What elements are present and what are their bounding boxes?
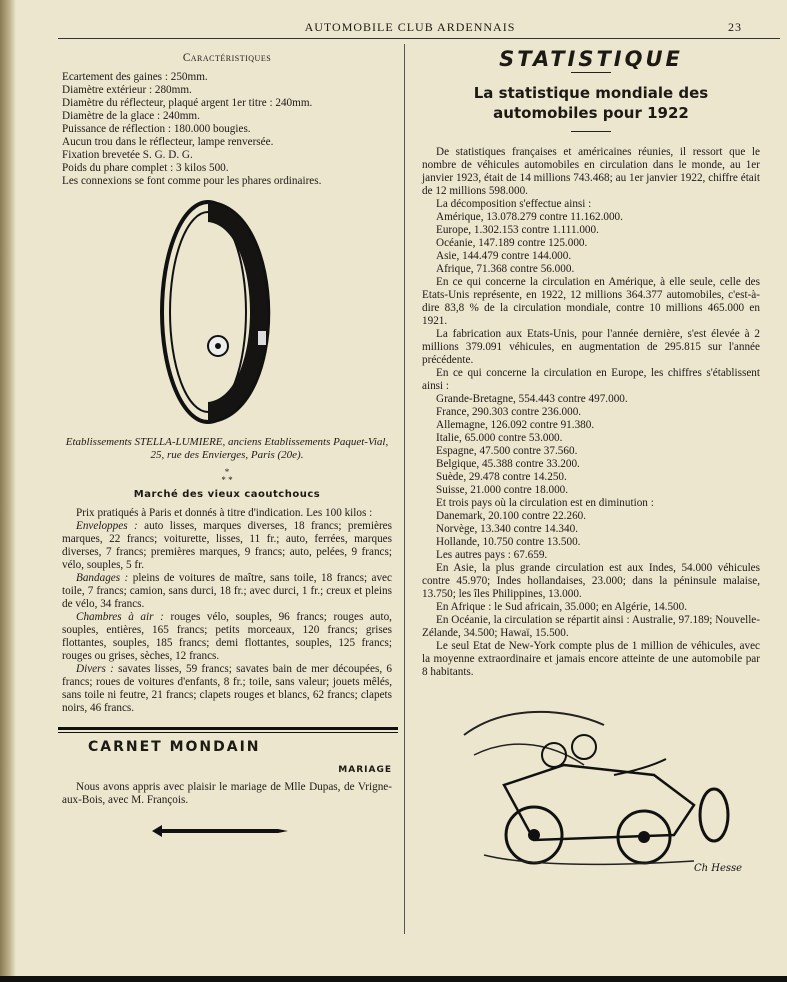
list-item: Grande-Bretagne, 554.443 contre 497.000. <box>436 393 628 405</box>
caracteristiques-list <box>62 71 392 175</box>
page-bottom-edge <box>0 976 787 982</box>
marche-text: savates lisses, 59 francs; savates bain de mer découpées, 6 francs; roues de voitures d'enfants, 8 fr.; toile, sans valeur; jouets mêlés, sans toile ni feutre, 21 francs; clapets rouges et blancs, 62 francs; clapets noirs, 46 francs. <box>62 663 392 714</box>
decline-list <box>422 510 760 562</box>
list-item: Italie, 65.000 contre 53.000. <box>436 432 563 444</box>
page-binding <box>0 0 16 982</box>
list-item: Asie, 144.479 contre 144.000. <box>436 250 572 262</box>
article-paragraph: La fabrication aux Etats-Unis, pour l'année dernière, s'est élevée à 2 millions 379.091 véhicules, en augmentation de 295.815 sur l'année précédente. <box>422 328 760 366</box>
article-paragraph: La décomposition s'effectue ainsi : <box>436 198 592 210</box>
article-paragraph: De statistiques françaises et américaines réunies, il ressort que le nombre de véhicules automobiles en circulation dans le monde, au 1er janvier 1923, était de 14 millions 743.468; au 1er janvier 1922, chiffre était de 12 millions 598.000. <box>422 146 760 197</box>
list-item: France, 290.303 contre 236.000. <box>436 406 582 418</box>
article-paragraph: En Afrique : le Sud africain, 35.000; en Algérie, 14.500. <box>436 601 688 613</box>
marche-paragraph <box>62 572 392 611</box>
connexions-paragraph: Les connexions se font comme pour les phares ordinaires. <box>62 175 322 187</box>
list-item: Hollande, 10.750 contre 13.500. <box>436 536 581 548</box>
marche-text: rouges vélo, souples, 96 francs; rouges auto, souples, entières, 165 francs; petits morceaux, 120 francs; grises flottantes, souples, 185 francs; demi flottantes, souples, 125 francs; rouges ou grises, sèches, 12 francs. <box>62 611 392 662</box>
carnet-rule-thick <box>58 727 398 730</box>
list-item: Afrique, 71.368 contre 56.000. <box>436 263 575 275</box>
list-item: Norvège, 13.340 contre 14.340. <box>436 523 578 535</box>
headlamp-illustration <box>138 196 298 428</box>
marche-paragraph <box>62 663 392 715</box>
marche-title: Marché des vieux caoutchoucs <box>133 489 321 500</box>
car-cartoon <box>444 695 744 875</box>
list-item: Océanie, 147.189 contre 125.000. <box>436 237 588 249</box>
header-rule <box>58 38 780 39</box>
journal-title: AUTOMOBILE CLUB ARDENNAIS <box>304 20 516 34</box>
article-paragraph: Et trois pays où la circulation est en diminution : <box>436 497 654 509</box>
article-title: La statistique mondiale des automobiles pour 1922 <box>473 84 709 122</box>
marche-paragraph <box>62 520 392 572</box>
marche-label: Divers : <box>76 663 114 675</box>
list-item: Suisse, 21.000 contre 18.000. <box>436 484 569 496</box>
lamp-caption: Etablissements STELLA-LUMIERE, anciens Etablissements Paquet-Vial, 25, rue des Envierges, Paris (20e). <box>65 436 389 461</box>
spec-line: Diamètre du réflecteur, plaqué argent 1er titre : 240mm. <box>62 97 313 109</box>
marche-label: Enveloppes : <box>76 520 138 532</box>
list-item: Europe, 1.302.153 contre 1.111.000. <box>436 224 599 236</box>
list-item: Les autres pays : 67.659. <box>436 549 548 561</box>
article-paragraph: Le seul Etat de New-York compte plus de 1 million de véhicules, avec la moyenne extraordinaire et jamais encore atteinte de une automobile par 8 habitants. <box>422 640 760 678</box>
spec-line: Diamètre extérieur : 280mm. <box>62 84 192 96</box>
right-column <box>422 47 760 879</box>
marche-text: auto lisses, marques diverses, 18 francs; premières marques, 22 francs; voiturette, lisses, 11 fr.; auto, ferrées, marques diverses, 7 francs; premières marques, 9 francs; auto, pelées, 9 francs; vélo, souples, 5 fr. <box>62 520 393 571</box>
spec-line: Diamètre de la glace : 240mm. <box>62 110 200 122</box>
spec-line: Puissance de réflection : 180.000 bougies. <box>62 123 251 135</box>
end-ornament <box>152 823 288 839</box>
marche-label: Chambres à air : <box>76 611 164 623</box>
spec-line: Aucun trou dans le réflecteur, lampe renversée. <box>62 136 274 148</box>
title-rule <box>571 72 611 73</box>
section-ornament: * * * <box>221 467 233 485</box>
continents-list <box>422 211 760 276</box>
left-column <box>62 52 392 843</box>
article-paragraph: En ce qui concerne la circulation en Amérique, à elle seule, celle des Etats-Unis représente, en 1922, 12 millions 364.377 automobiles, c'est-à-dire 83,8 % de la circulation mondiale, contre 10 millions 465.000 en 1921. <box>422 276 760 327</box>
article-paragraph: En ce qui concerne la circulation en Europe, les chiffres s'établissent ainsi : <box>422 367 760 392</box>
list-item: Danemark, 20.100 contre 22.260. <box>436 510 587 522</box>
list-item: Amérique, 13.078.279 contre 11.162.000. <box>436 211 623 223</box>
page-number: 23 <box>728 20 742 34</box>
marche-intro: Prix pratiqués à Paris et donnés à titre d'indication. Les 100 kilos : <box>76 507 373 519</box>
spec-line: Poids du phare complet : 3 kilos 500. <box>62 162 229 174</box>
mariage-heading: MARIAGE <box>338 765 392 775</box>
list-item: Suède, 29.478 contre 14.250. <box>436 471 567 483</box>
europe-list <box>422 393 760 497</box>
running-header <box>60 20 760 38</box>
article-paragraph: En Asie, la plus grande circulation est aux Indes, 54.000 véhicules contre 45.970; Indes hollandaises, 23.000; dans la péninsule malaise, 13.750; les îles Philippines, 13.000. <box>422 562 760 600</box>
carnet-rule-thin <box>58 732 398 733</box>
article-paragraph: En Océanie, la circulation se répartit ainsi : Australie, 97.189; Nouvelle-Zélande, 34.500; Hawaï, 15.500. <box>422 614 760 639</box>
marche-text: pleins de voitures de maître, sans toile, 18 francs; avec toile, 7 francs; camion, sans durci, 18 fr.; avec durci, 1 fr.; creux et pleins de vélo, 34 francs. <box>62 572 392 610</box>
cartoon-signature: Ch Hesse <box>694 863 743 874</box>
carnet-title: CARNET MONDAIN <box>88 739 261 755</box>
spec-line: Fixation brevetée S. G. D. G. <box>62 149 193 161</box>
list-item: Allemagne, 126.092 contre 91.380. <box>436 419 595 431</box>
mariage-text: Nous avons appris avec plaisir le mariage de Mlle Dupas, de Vrigne-aux-Bois, avec M. François. <box>62 781 392 806</box>
list-item: Espagne, 47.500 contre 37.560. <box>436 445 578 457</box>
column-divider <box>404 44 405 934</box>
marche-paragraph <box>62 611 392 663</box>
spec-line: Ecartement des gaines : 250mm. <box>62 71 208 83</box>
list-item: Belgique, 45.388 contre 33.200. <box>436 458 580 470</box>
section-title: STATISTIQUE <box>499 47 683 71</box>
marche-label: Bandages : <box>76 572 129 584</box>
caracteristiques-heading: Caractéristiques <box>182 52 272 64</box>
title-rule-2 <box>571 131 611 132</box>
